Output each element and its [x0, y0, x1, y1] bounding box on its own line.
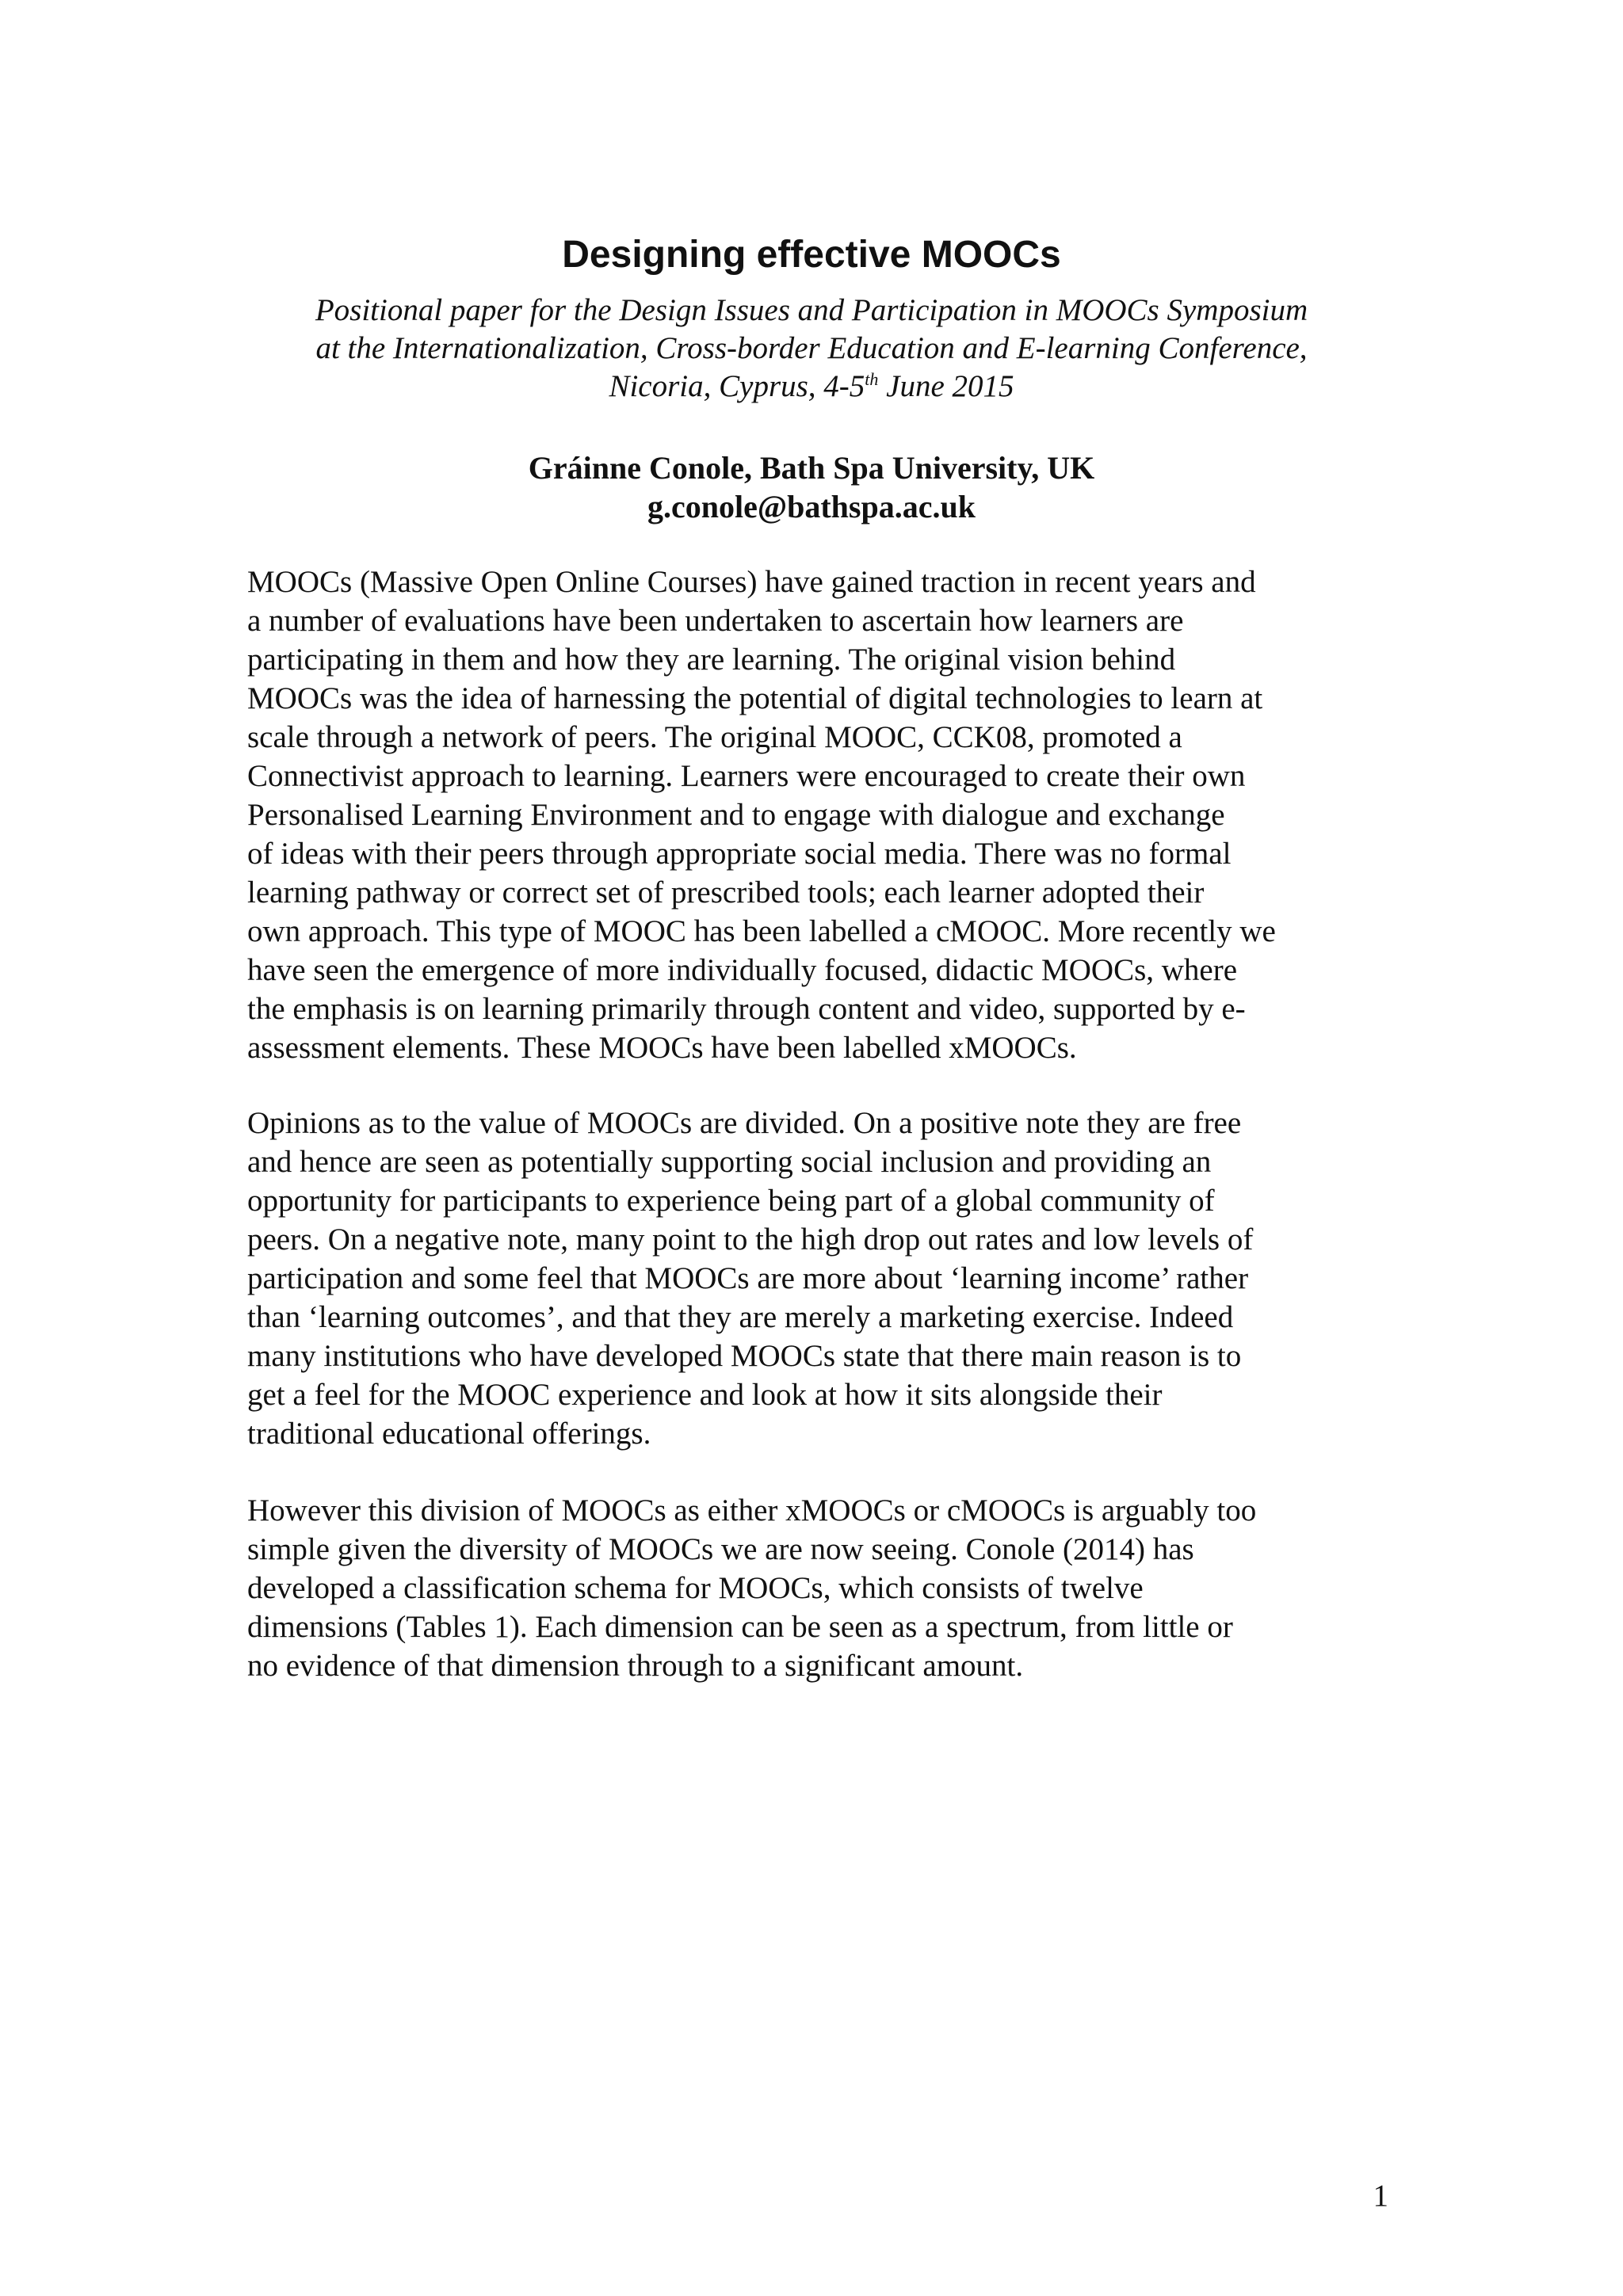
paragraph-line: developed a classification schema for MOOCs, which consists of twelve: [247, 1571, 1144, 1605]
subtitle-location-date: Nicoria, Cyprus, 4-5: [609, 369, 865, 403]
paragraph-line: participating in them and how they are learning. The original vision behind: [247, 643, 1176, 677]
paragraph-line: learning pathway or correct set of prescribed tools; each learner adopted their: [247, 875, 1205, 910]
paragraph-line: participation and some feel that MOOCs are more about ‘learning income’ rather: [247, 1261, 1249, 1295]
body-paragraph-3: [247, 1491, 1388, 1685]
paragraph-line: of ideas with their peers through appropriate social media. There was no formal: [247, 837, 1232, 871]
paragraph-line: assessment elements. These MOOCs have been labelled xMOOCs.: [247, 1031, 1077, 1065]
page-number: 1: [1373, 2179, 1388, 2213]
paragraph-line: traditional educational offerings.: [247, 1417, 651, 1451]
paragraph-line: than ‘learning outcomes’, and that they are merely a marketing exercise. Indeed: [247, 1300, 1234, 1334]
paragraph-line: many institutions who have developed MOOCs state that there main reason is to: [247, 1339, 1242, 1373]
paragraph-line: opportunity for participants to experience being part of a global community of: [247, 1184, 1215, 1218]
paragraph-line: scale through a network of peers. The original MOOC, CCK08, promoted a: [247, 720, 1182, 754]
paragraph-line: have seen the emergence of more individually focused, didactic MOOCs, where: [247, 953, 1238, 987]
paragraph-line: the emphasis is on learning primarily through content and video, supported by e-: [247, 992, 1246, 1026]
paragraph-line: a number of evaluations have been undertaken to ascertain how learners are: [247, 604, 1184, 638]
paper-title: Designing effective MOOCs: [562, 234, 1061, 276]
paragraph-line: MOOCs (Massive Open Online Courses) have gained traction in recent years and: [247, 565, 1256, 599]
paragraph-line: no evidence of that dimension through to a significant amount.: [247, 1649, 1024, 1683]
paragraph-line: Personalised Learning Environment and to engage with dialogue and exchange: [247, 798, 1225, 832]
author-email: g.conole@bathspa.ac.uk: [647, 489, 976, 524]
paragraph-line: simple given the diversity of MOOCs we are now seeing. Conole (2014) has: [247, 1532, 1194, 1566]
subtitle-month-year: June 2015: [878, 369, 1014, 403]
paragraph-line: and hence are seen as potentially supporting social inclusion and providing an: [247, 1145, 1212, 1179]
paragraph-line: own approach. This type of MOOC has been labelled a cMOOC. More recently we: [247, 914, 1276, 948]
subtitle-line-1: Positional paper for the Design Issues and Participation in MOOCs Symposium: [315, 293, 1308, 327]
subtitle-line-3: [0, 368, 1623, 406]
ordinal-superscript: th: [865, 369, 879, 389]
paragraph-line: dimensions (Tables 1). Each dimension can be seen as a spectrum, from little or: [247, 1610, 1233, 1644]
author-block: [0, 448, 1623, 526]
body-paragraph-2: [247, 1104, 1388, 1453]
paragraph-line: Opinions as to the value of MOOCs are divided. On a positive note they are free: [247, 1106, 1242, 1140]
paragraph-line: However this division of MOOCs as either xMOOCs or cMOOCs is arguably too: [247, 1493, 1257, 1527]
subtitle-line-2: at the Internationalization, Cross-border Education and E-learning Conference,: [315, 331, 1308, 365]
author-name: Gráinne Conole, Bath Spa University, UK: [528, 450, 1095, 486]
paragraph-line: get a feel for the MOOC experience and look at how it sits alongside their: [247, 1378, 1163, 1412]
body-paragraph-1: [247, 563, 1388, 1067]
paragraph-line: MOOCs was the idea of harnessing the potential of digital technologies to learn at: [247, 681, 1263, 715]
paper-subtitle: [0, 292, 1623, 406]
paragraph-line: peers. On a negative note, many point to the high drop out rates and low levels of: [247, 1222, 1254, 1257]
paragraph-line: Connectivist approach to learning. Learners were encouraged to create their own: [247, 759, 1246, 793]
